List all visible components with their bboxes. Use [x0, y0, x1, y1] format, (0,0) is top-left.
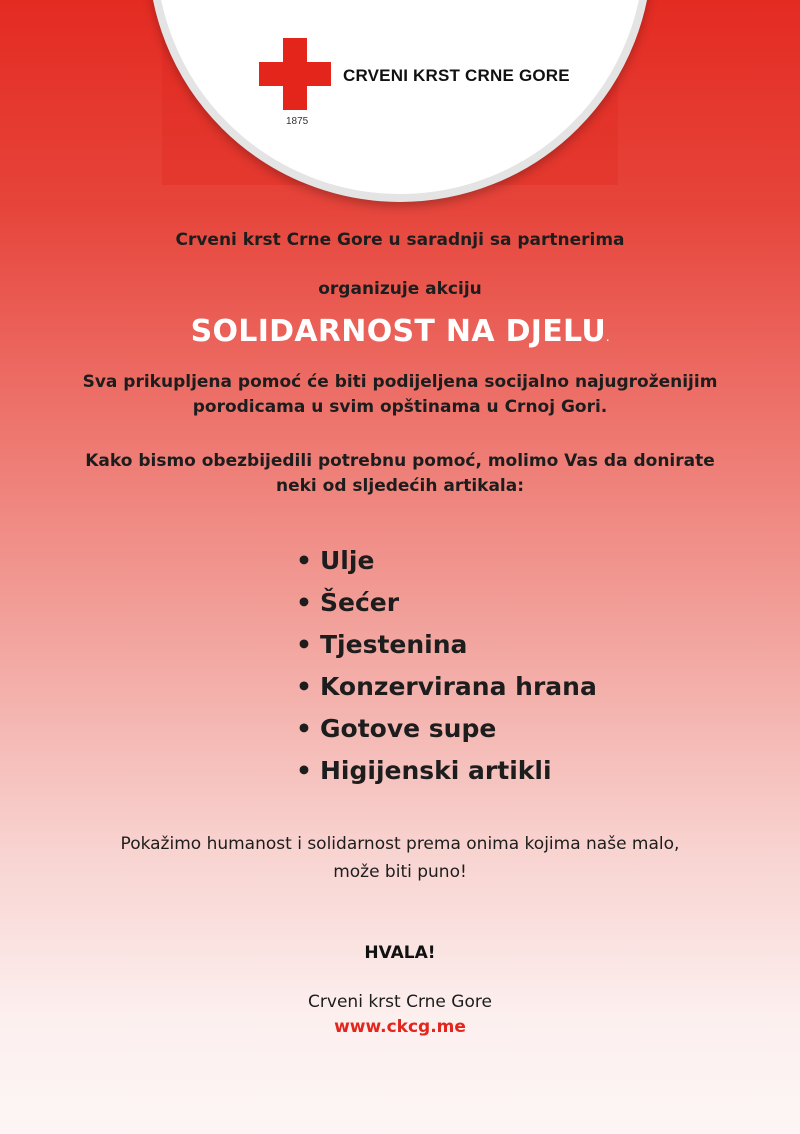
- thanks-text: HVALA!: [364, 943, 436, 963]
- list-item: • Tjestenina: [296, 630, 468, 659]
- signature: Crveni krst Crne Gore: [308, 992, 492, 1012]
- list-item: • Šećer: [296, 588, 400, 617]
- website-link[interactable]: www.ckcg.me: [334, 1017, 466, 1037]
- founding-year: 1875: [286, 116, 309, 127]
- paragraph-donation-request: Kako bismo obezbijedili potrebnu pomoć, molimo Vas da donirate neki od sljedećih artikala:: [85, 451, 715, 496]
- list-item: • Konzervirana hrana: [296, 672, 597, 701]
- intro-line-1: Crveni krst Crne Gore u saradnji sa partnerima: [175, 230, 625, 250]
- closing-message: Pokažimo humanost i solidarnost prema onima kojima naše malo, može biti puno!: [120, 834, 680, 882]
- list-item: • Higijenski artikli: [296, 756, 552, 785]
- organization-name: CRVENI KRST CRNE GORE: [343, 66, 570, 85]
- paragraph-distribution: Sva prikupljena pomoć će biti podijeljena socijalno najugroženijim porodicama u svim opštinama u Crnoj Gori.: [82, 372, 718, 417]
- intro-line-2: organizuje akciju: [318, 279, 482, 299]
- campaign-title: SOLIDARNOST NA DJELU.: [190, 314, 610, 349]
- donation-items-list: [296, 540, 597, 792]
- list-item: • Gotove supe: [296, 714, 497, 743]
- red-cross-icon: [259, 38, 331, 110]
- list-item: • Ulje: [296, 546, 375, 575]
